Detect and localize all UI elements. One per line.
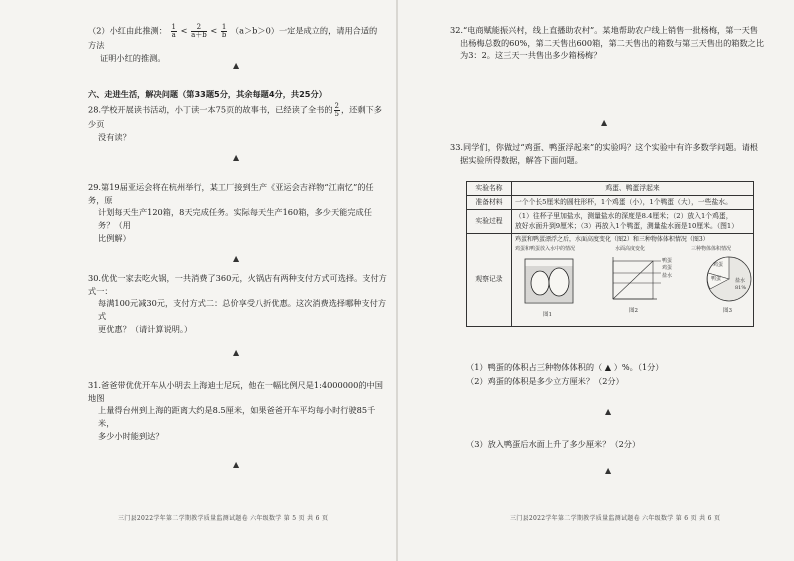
less-than-1: <	[180, 25, 188, 36]
figure-1-title: 鸡蛋和鸭蛋放入水中的情况	[515, 245, 576, 252]
q31-line1: 31.爸爸带优优开车从小明去上海迪士尼玩，他在一幅比例尺是1:4000000的中国地图	[88, 380, 383, 403]
observation-caption: 鸡蛋和鸭蛋漂浮之后，水面高度变化（图2）和三种物体体积情况（图3）	[515, 235, 709, 243]
header-value: 鸡蛋、鸭蛋浮起来	[512, 182, 754, 196]
process-value	[512, 210, 754, 233]
slice-pct-salt-water: 81%	[735, 284, 747, 291]
q33-line1: 33.同学们，你做过“鸡蛋、鸭蛋浮起来”的实验吗？这个实验中有许多数学问题。请根	[450, 142, 758, 152]
legend-duck-egg: 鸭蛋	[662, 257, 673, 264]
table-row-header	[467, 182, 754, 196]
process-line2: 放好水面升到9厘米；（3）再放入1个鸭蛋，测量盐水面是10厘米。（图1）	[515, 221, 739, 230]
experiment-table	[466, 181, 754, 327]
figure-1-label: 图1	[543, 311, 552, 318]
figure-2-legend	[662, 258, 672, 281]
observation-value	[512, 233, 754, 326]
volume-pie-chart	[691, 253, 761, 305]
slice-label-egg: 鸡蛋	[713, 261, 724, 268]
header-label: 实验名称	[467, 182, 512, 196]
question-sub2	[88, 24, 378, 64]
q31-line3: 多少小时能到达？	[98, 430, 164, 441]
slice-label-duck-egg: 鸭蛋	[711, 275, 722, 282]
q32-line3: 为3：2。这三天一共售出多少箱杨梅？	[460, 50, 602, 61]
sub2-line2: 证明小红的推测。	[100, 52, 166, 63]
answer-marker: ▲	[605, 466, 612, 475]
figure-3-label: 图3	[723, 307, 732, 314]
frac-1-over-a: $\frac{1}{a}$	[171, 23, 176, 39]
q29-line3: 比例解）	[98, 232, 131, 243]
frac-1-over-b: $\frac{1}{b}$	[221, 23, 227, 39]
q32-line1: 32.“电商赋能振兴村，线上直播助农村”。某地帮助农户线上销售一批杨梅，第一天售	[450, 25, 758, 35]
page-footer: 三门县2022学年第二学期教学质量监测试题卷 六年级数学 第 6 页 共 6 页	[510, 514, 721, 522]
answer-marker: ▲	[233, 460, 240, 469]
q31-line2: 上量得台州到上海的距离大约是8.5厘米，如果爸爸开车平均每小时行驶85千米，	[98, 405, 376, 429]
figure-2-label: 图2	[629, 307, 638, 314]
section-title: 六、走进生活，解决问题（第33题5分，其余每题4分，共25分）	[88, 89, 327, 99]
q30-line2: 每满100元减30元，支付方式二：总价享受八折优惠。这次消费选择哪种支付方式	[98, 298, 387, 322]
q30-line1: 30.优优一家去吃火锅，一共消费了360元，火锅店有两种支付方式可选择。支付方式一：	[88, 273, 387, 296]
duck-egg-shape	[549, 268, 569, 296]
figure-3	[691, 246, 765, 316]
table-row-materials	[467, 196, 754, 210]
question-31	[88, 379, 388, 443]
process-line1: （1）往杯子里加盐水，测量盐水的深度是8.4厘米；（2）放入1个鸡蛋，	[515, 212, 733, 221]
slice-label-salt-water: 盐水	[735, 277, 746, 284]
page-footer: 三门县2022学年第二学期教学质量监测试题卷 六年级数学 第 5 页 共 6 页	[118, 514, 329, 522]
figure-2-title: 水面高度变化	[615, 245, 646, 252]
table-row-process	[467, 210, 754, 233]
observation-label: 观察记录	[467, 233, 512, 326]
question-32	[450, 24, 768, 62]
answer-marker: ▲	[601, 118, 608, 127]
table-row-observation	[467, 233, 754, 326]
right-page	[398, 0, 794, 561]
question-29	[88, 181, 388, 245]
legend-egg: 鸡蛋	[662, 265, 673, 272]
sub2-prefix: （2）小红由此推测：	[88, 25, 167, 36]
q28-text-end: ，还剩下多少页	[88, 104, 382, 129]
question-33	[450, 141, 768, 166]
sub2-suffix: （a＞b＞0）一定是成立的，请用合适的方法	[88, 25, 378, 50]
figure-1	[515, 246, 587, 320]
q29-line1: 29.第19届亚运会将在杭州举行，某工厂接到生产《亚运会吉祥物“江南忆”的任务，原	[88, 182, 374, 205]
egg-shape	[531, 271, 549, 295]
frac-2-over-ab: $\frac{2}{a+b}$	[191, 23, 207, 39]
figure-3-title: 三种物体体积情况	[691, 245, 732, 252]
figures-area	[515, 244, 750, 324]
q33-line2: 据实验所得数据，解答下面问题。	[460, 154, 583, 165]
legend-salt-water: 盐水	[662, 272, 673, 279]
question-33-2: （2）鸡蛋的体积是多少立方厘米？（2分）	[466, 376, 624, 386]
q30-line3: 更优惠？（请计算说明。）	[98, 323, 193, 334]
answer-marker: ▲	[233, 254, 240, 263]
materials-value: 一个个长5厘米的圆柱形杯，1个鸡蛋（小），1个鸭蛋（大），一些盐水。	[512, 196, 754, 210]
q28-text: 28.学校开展读书活动，小丁读一本75页的故事书，已经读了全书的	[88, 104, 333, 115]
question-28	[88, 103, 388, 143]
answer-marker: ▲	[605, 407, 612, 416]
q32-line2: 出杨梅总数的60%，第二天售出600箱，第二天售出的箱数与第三天售出的箱数之比	[460, 37, 765, 48]
answer-marker: ▲	[233, 348, 240, 357]
question-30	[88, 272, 388, 336]
beaker-eggs-illustration	[515, 253, 585, 309]
answer-marker: ▲	[233, 61, 240, 70]
frac-2-over-5: $\frac{2}{5}$	[334, 102, 339, 118]
process-label: 实验过程	[467, 210, 512, 233]
less-than-2: <	[210, 25, 218, 36]
left-page	[0, 0, 396, 561]
question-33-3: （3）放入鸭蛋后水面上升了多少厘米？（2分）	[466, 439, 641, 449]
figure-2	[601, 246, 681, 316]
question-33-1: （1）鸭蛋的体积占三种物体体积的（ ▲ ）%。（1分）	[466, 362, 664, 372]
q29-line2: 计划每天生产120箱，8天完成任务。实际每天生产160箱，多少天能完成任务？（用	[98, 207, 372, 231]
q28-line2: 没有读？	[98, 131, 131, 142]
answer-marker: ▲	[233, 153, 240, 162]
materials-label: 准备材料	[467, 196, 512, 210]
